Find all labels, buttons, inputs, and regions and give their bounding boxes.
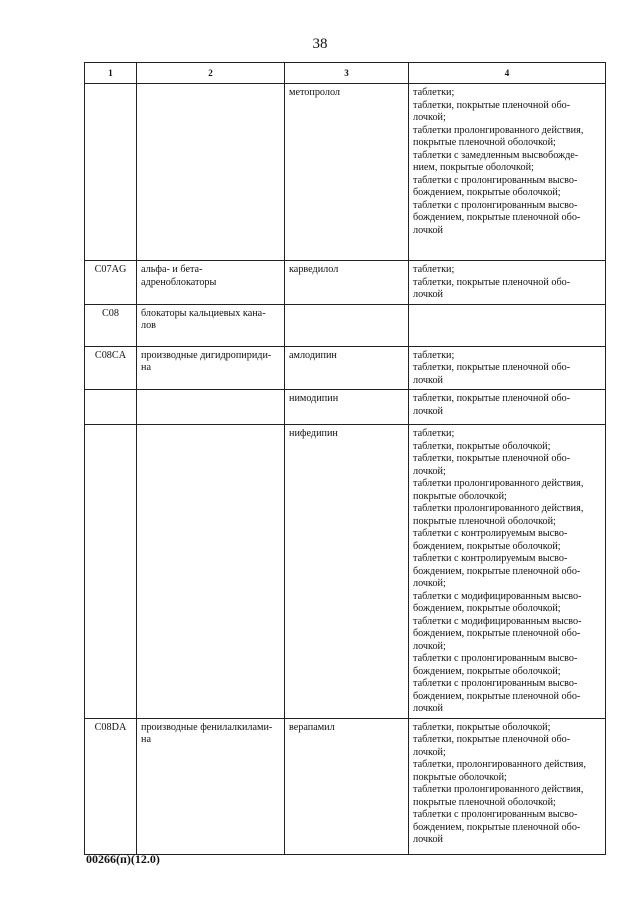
dosage-form-line: бождением, покрытые пленочной обо- (413, 212, 581, 223)
group-name-cell (137, 425, 285, 719)
group-name-cell: производные фенилалкилами- на (137, 718, 285, 854)
dosage-forms-cell (409, 346, 606, 390)
dosage-form-line: лочкой; (413, 465, 446, 477)
dosage-form-line: таблетки с пролонгированным высво- (413, 199, 578, 211)
dosage-form-line: таблетки; (413, 349, 455, 361)
atc-code-cell: C07AG (85, 261, 137, 305)
dosage-form-line: бождением, покрытые оболочкой; (413, 187, 561, 198)
dosage-forms-cell (409, 718, 606, 854)
dosage-form-line: покрытые оболочкой; (413, 490, 507, 502)
dosage-form-line: таблетки, покрытые пленочной обо- (413, 99, 571, 111)
dosage-form-line: нием, покрытые оболочкой; (413, 162, 534, 173)
atc-code-cell: C08CA (85, 346, 137, 390)
dosage-form-line: лочкой (413, 224, 444, 236)
table-row (85, 346, 606, 390)
dosage-forms-cell (409, 390, 606, 425)
column-header-2: 2 (137, 63, 285, 84)
dosage-form-line: таблетки пролонгированного действия, (413, 478, 584, 489)
group-name-cell: блокаторы кальциевых кана- лов (137, 304, 285, 346)
dosage-form-line: бождением, покрытые пленочной обо- (413, 565, 581, 577)
dosage-form-line: таблетки с пролонгированным высво- (413, 678, 578, 689)
dosage-form-line: бождением, покрытые пленочной обо- (413, 628, 581, 639)
dosage-form-line: лочкой; (413, 640, 446, 652)
table-row (85, 718, 606, 854)
table-row (85, 84, 606, 261)
group-name-cell: альфа- и бета- адреноблокаторы (137, 261, 285, 305)
dosage-form-line: лочкой; (413, 578, 446, 589)
dosage-form-line: таблетки, покрытые пленочной обо- (413, 362, 571, 373)
dosage-form-line: таблетки; (413, 87, 455, 98)
drug-name-cell: метопролол (285, 84, 409, 261)
table-row (85, 261, 606, 305)
dosage-form-line: таблетки с модифицированным высво- (413, 615, 582, 627)
column-header-3: 3 (285, 63, 409, 84)
drug-name-cell: верапамил (285, 718, 409, 854)
atc-code-cell (85, 425, 137, 719)
dosage-form-line: лочкой (413, 405, 444, 417)
dosage-form-line: таблетки пролонгированного действия, (413, 124, 584, 136)
table-body (85, 84, 606, 855)
dosage-form-line: лочкой (413, 289, 444, 300)
dosage-form-line: лочкой (413, 703, 444, 714)
dosage-form-line: бождением, покрытые оболочкой; (413, 603, 561, 614)
dosage-form-line: лочкой; (413, 112, 446, 123)
dosage-form-line: таблетки с пролонгированным высво- (413, 809, 578, 820)
dosage-form-line: таблетки, покрытые пленочной обо- (413, 393, 571, 404)
column-header-4: 4 (409, 63, 606, 84)
dosage-form-line: лочкой; (413, 746, 446, 758)
dosage-form-line: лочкой (413, 374, 444, 386)
dosage-form-line: таблетки, покрытые оболочкой; (413, 721, 551, 733)
dosage-forms-cell (409, 261, 606, 305)
atc-code-cell (85, 84, 137, 261)
drug-name-cell: нимодипин (285, 390, 409, 425)
dosage-form-line: бождением, покрытые оболочкой; (413, 540, 561, 552)
drug-name-cell: нифедипин (285, 425, 409, 719)
dosage-form-line: бождением, покрытые пленочной обо- (413, 821, 581, 833)
page-number: 38 (312, 36, 328, 52)
group-name-cell (137, 84, 285, 261)
dosage-form-line: таблетки с модифицированным высво- (413, 590, 582, 602)
dosage-form-line: бождением, покрытые пленочной обо- (413, 690, 581, 702)
dosage-form-line: бождением, покрытые оболочкой; (413, 665, 561, 677)
dosage-form-line: лочкой (413, 834, 444, 845)
group-name-cell (137, 390, 285, 425)
dosage-form-line: таблетки с замедленным высвобожде- (413, 149, 579, 161)
dosage-form-line: таблетки с контролируемым высво- (413, 553, 568, 564)
table-header (85, 63, 606, 84)
dosage-form-line: таблетки; (413, 264, 455, 275)
dosage-form-line: таблетки, покрытые оболочкой; (413, 440, 551, 452)
document-footer-code: 00266(п)(12.0) (86, 852, 160, 866)
dosage-form-line: покрытые пленочной оболочкой; (413, 515, 556, 527)
dosage-form-line: таблетки, пролонгированного действия, (413, 759, 586, 770)
dosage-form-line: покрытые пленочной оболочкой; (413, 137, 556, 148)
dosage-form-line: таблетки с пролонгированным высво- (413, 174, 578, 186)
table-row (85, 390, 606, 425)
dosage-form-line: таблетки, покрытые пленочной обо- (413, 734, 571, 745)
table-row (85, 304, 606, 346)
dosage-forms-cell (409, 84, 606, 261)
dosage-form-line: таблетки, покрытые пленочной обо- (413, 276, 571, 288)
dosage-forms-cell (409, 425, 606, 719)
dosage-forms-cell (409, 304, 606, 346)
dosage-form-line: таблетки с пролонгированным высво- (413, 653, 578, 664)
dosage-form-line: таблетки с контролируемым высво- (413, 528, 568, 539)
column-header-1: 1 (85, 63, 137, 84)
table-row (85, 425, 606, 719)
dosage-form-line: таблетки, покрытые пленочной обо- (413, 453, 571, 464)
drug-name-cell: амлодипин (285, 346, 409, 390)
drug-name-cell: карведилол (285, 261, 409, 305)
drug-name-cell (285, 304, 409, 346)
dosage-form-line: таблетки пролонгированного действия, (413, 503, 584, 514)
atc-code-cell (85, 390, 137, 425)
group-name-cell: производные дигидропириди- на (137, 346, 285, 390)
dosage-form-line: таблетки; (413, 428, 455, 439)
dosage-form-line: покрытые пленочной оболочкой; (413, 796, 556, 808)
dosage-form-line: таблетки пролонгированного действия, (413, 784, 584, 795)
drug-table (84, 62, 606, 855)
atc-code-cell: C08 (85, 304, 137, 346)
dosage-form-line: покрытые оболочкой; (413, 771, 507, 783)
atc-code-cell: C08DA (85, 718, 137, 854)
